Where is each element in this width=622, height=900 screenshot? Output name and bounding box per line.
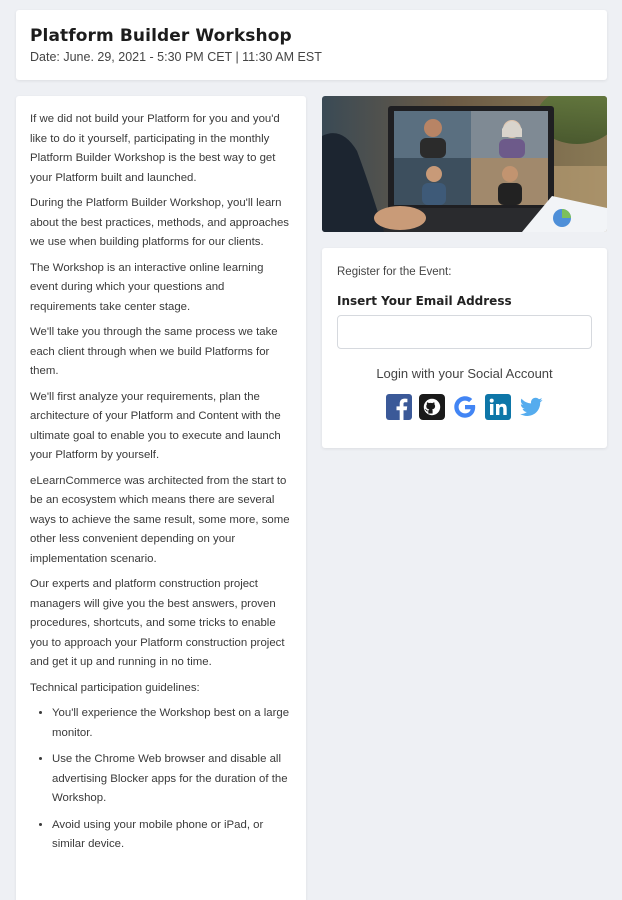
guideline-item: • Avoid using your mobile phone or iPad, or similar device. <box>52 816 292 855</box>
registration-panel <box>322 248 607 448</box>
linkedin-icon[interactable] <box>485 394 511 420</box>
description-paragraph: During the Platform Builder Workshop, you'll learn about the best practices, methods, and approaches we use when building platforms for our clients. <box>30 197 289 248</box>
description-paragraph: If we did not build your Platform for you and you'd like to do it yourself, participating in the monthly Platform Builder Workshop is the best way to get your Platform built and launched. <box>30 113 280 184</box>
social-login-label: Login with your Social Account <box>376 366 553 381</box>
guideline-item: • You'll experience the Workshop best on a large monitor. <box>52 704 292 743</box>
description-paragraph: Our experts and platform construction project managers will give you the best answers, proven procedures, shortcuts, and some tricks to enable you to approach your Platform construction project and get it up and running in no time. <box>30 578 285 668</box>
description-paragraph: We'll first analyze your requirements, plan the architecture of your Platform and Content with the ultimate goal to enable you to execute and launch your Platform by yourself. <box>30 390 281 461</box>
github-icon[interactable] <box>419 394 445 420</box>
guidelines-list <box>52 704 292 855</box>
guideline-item: • Use the Chrome Web browser and disable all advertising Blocker apps for the duration of the Workshop. <box>52 750 292 809</box>
email-input[interactable] <box>337 315 592 349</box>
google-icon[interactable] <box>452 394 478 420</box>
guidelines-heading: Technical participation guidelines: <box>30 681 200 694</box>
event-date: Date: June. 29, 2021 - 5:30 PM CET | 11:30 AM EST <box>30 50 322 64</box>
register-title: Register for the Event: <box>337 266 452 278</box>
page-title: Platform Builder Workshop <box>30 26 292 46</box>
twitter-icon[interactable] <box>518 394 544 420</box>
facebook-icon[interactable] <box>386 394 412 420</box>
social-login-buttons <box>337 394 592 420</box>
event-hero-image <box>322 96 607 232</box>
email-label: Insert Your Email Address <box>337 294 512 308</box>
description-paragraph: The Workshop is an interactive online learning event during which your questions and requirements take center stage. <box>30 261 264 313</box>
description-paragraph: We'll take you through the same process we take each client through when we build Platforms for them. <box>30 326 278 377</box>
description-paragraph: eLearnCommerce was architected from the start to be an ecosystem which means there are several ways to achieve the same result, some more, some other less convenient depending on your implementation scenario. <box>30 474 290 565</box>
event-description <box>16 96 306 900</box>
event-header <box>16 10 607 80</box>
